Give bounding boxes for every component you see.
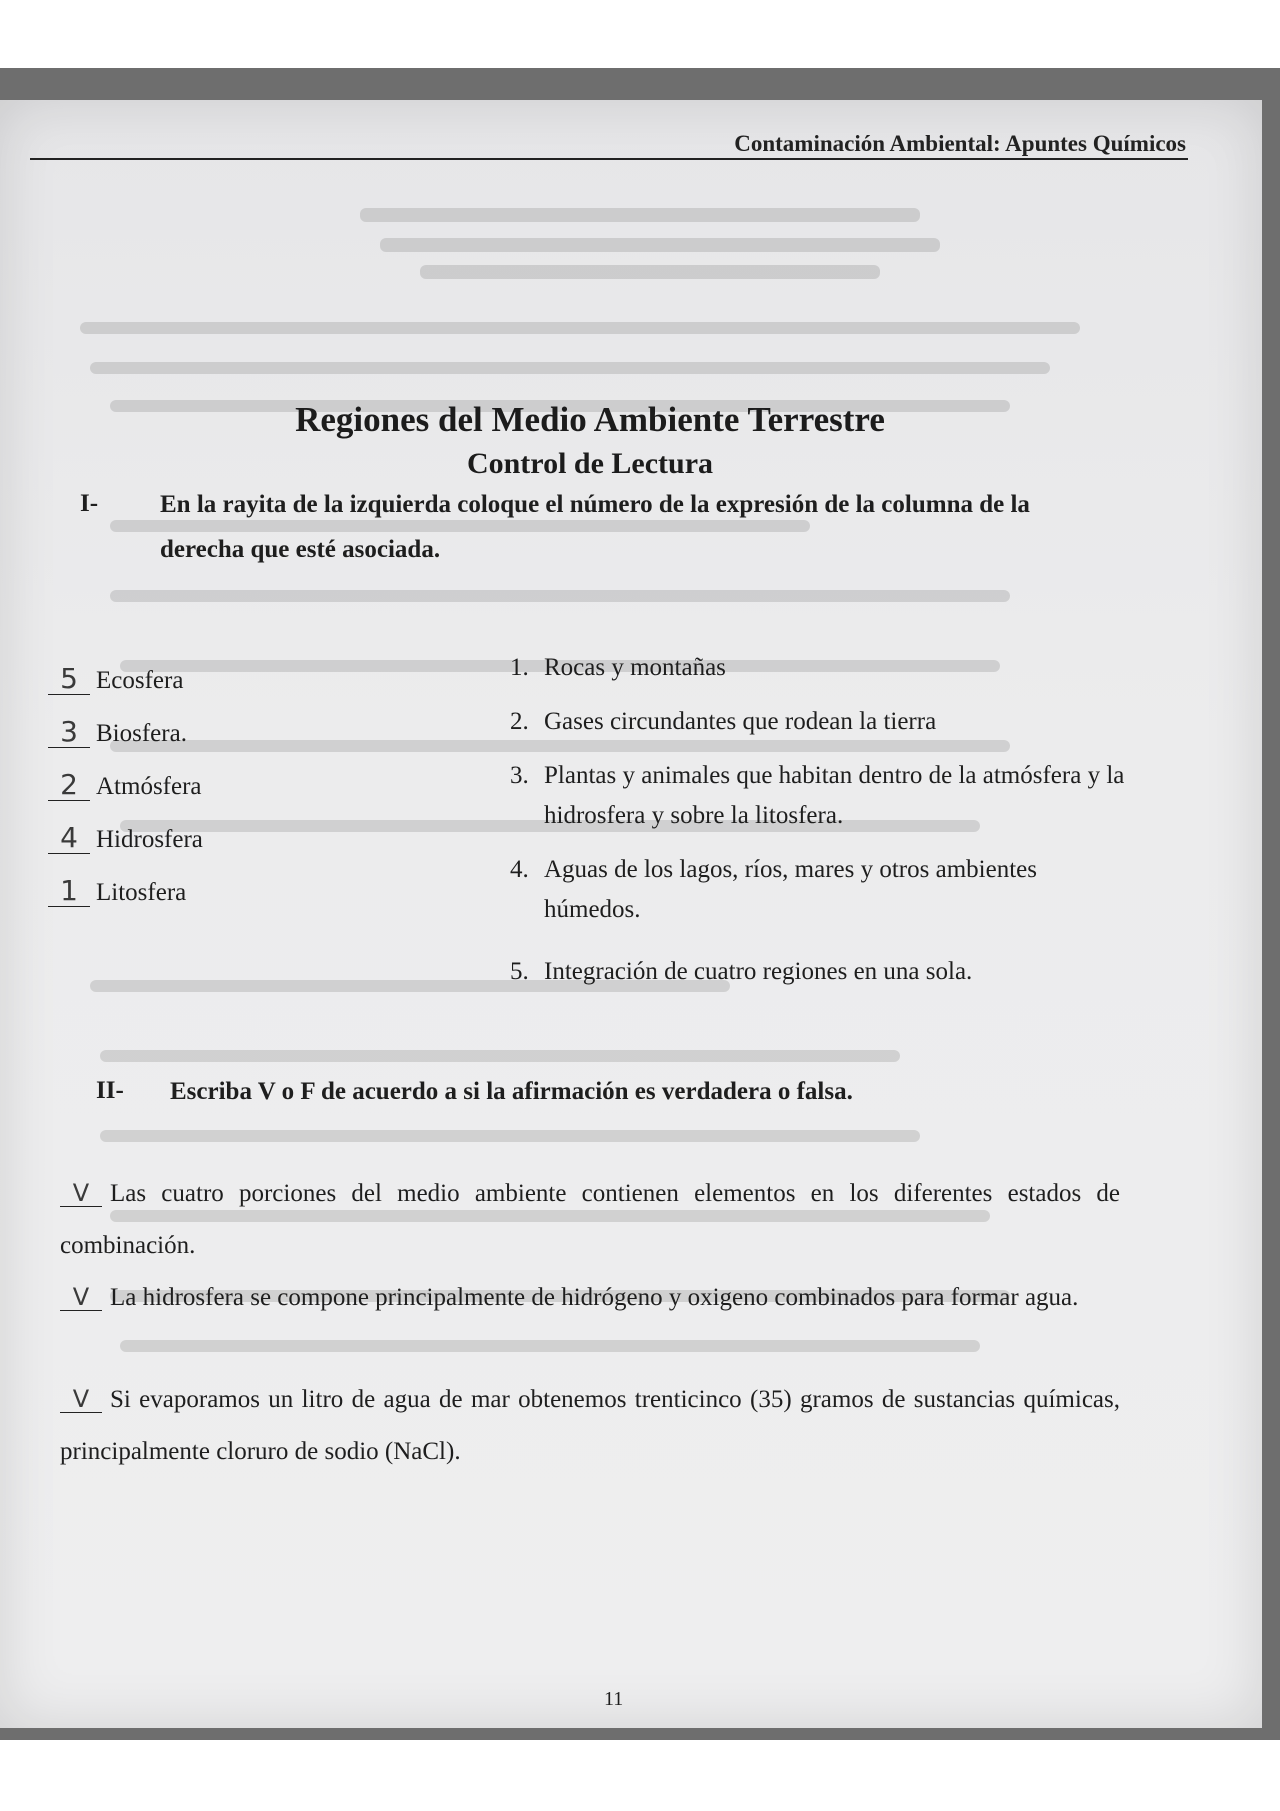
definition-number: 5. xyxy=(510,958,529,985)
term-label: Ecosfera xyxy=(96,667,184,694)
section-2-instruction: Escriba V o F de acuerdo a si la afirmación es verdadera o falsa. xyxy=(170,1078,853,1105)
term-label: Biosfera. xyxy=(96,720,187,747)
section-2-number: II- xyxy=(96,1077,124,1104)
statement-text: Las cuatro porciones del medio ambiente contienen elementos en los diferentes estados de combinación. xyxy=(60,1180,1120,1259)
definition-number: 3. xyxy=(510,762,529,789)
definition-item xyxy=(510,952,1130,992)
term-item xyxy=(48,695,203,748)
definition-text: Rocas y montañas xyxy=(544,654,726,681)
term-item xyxy=(48,801,203,854)
section-1-number: I- xyxy=(80,490,99,517)
answer-blank[interactable]: 1 xyxy=(48,876,90,907)
page-title: Regiones del Medio Ambiente Terrestre xyxy=(295,400,885,439)
term-label: Litosfera xyxy=(96,879,187,906)
answer-blank[interactable]: 2 xyxy=(48,770,90,801)
statement-item xyxy=(60,1168,1120,1272)
page-number: 11 xyxy=(604,1688,624,1710)
definition-text: Aguas de los lagos, ríos, mares y otros ambientes húmedos. xyxy=(544,856,1037,923)
answer-blank[interactable]: 5 xyxy=(48,664,90,695)
definition-item xyxy=(510,850,1130,930)
definition-item xyxy=(510,648,1130,688)
statement-item xyxy=(60,1374,1120,1478)
header-rule xyxy=(30,158,1188,160)
term-label: Hidrosfera xyxy=(96,826,203,853)
term-label: Atmósfera xyxy=(96,773,202,800)
true-false-blank[interactable]: V xyxy=(60,1386,102,1413)
true-false-blank[interactable]: V xyxy=(60,1284,102,1311)
answer-blank[interactable]: 4 xyxy=(48,823,90,854)
statement-text: Si evaporamos un litro de agua de mar obtenemos trenticinco (35) gramos de sustancias químicas, principalmente cloruro de sodio (NaCl). xyxy=(60,1386,1120,1465)
statement-item xyxy=(60,1272,1120,1324)
definition-text: Gases circundantes que rodean la tierra xyxy=(544,708,937,735)
section-1-instruction: En la rayita de la izquierda coloque el número de la expresión de la columna de la derecha que esté asociada. xyxy=(160,491,1030,563)
running-header: Contaminación Ambiental: Apuntes Químicos xyxy=(734,131,1186,156)
definition-text: Plantas y animales que habitan dentro de la atmósfera y la hidrosfera y sobre la litosfera. xyxy=(544,762,1125,829)
page-subtitle: Control de Lectura xyxy=(466,447,714,480)
definition-number: 4. xyxy=(510,856,529,883)
definition-number: 2. xyxy=(510,708,529,735)
terms-list xyxy=(48,642,203,907)
definitions-list xyxy=(510,648,1130,1006)
definition-item xyxy=(510,702,1130,742)
statement-text: La hidrosfera se compone principalmente de hidrógeno y oxigeno combinados para formar agua. xyxy=(110,1284,1079,1311)
definition-item xyxy=(510,756,1130,836)
term-item xyxy=(48,854,203,907)
term-item xyxy=(48,748,203,801)
true-false-blank[interactable]: V xyxy=(60,1180,102,1207)
term-item xyxy=(48,642,203,695)
definition-text: Integración de cuatro regiones en una sola. xyxy=(544,958,973,985)
definition-number: 1. xyxy=(510,654,529,681)
answer-blank[interactable]: 3 xyxy=(48,717,90,748)
